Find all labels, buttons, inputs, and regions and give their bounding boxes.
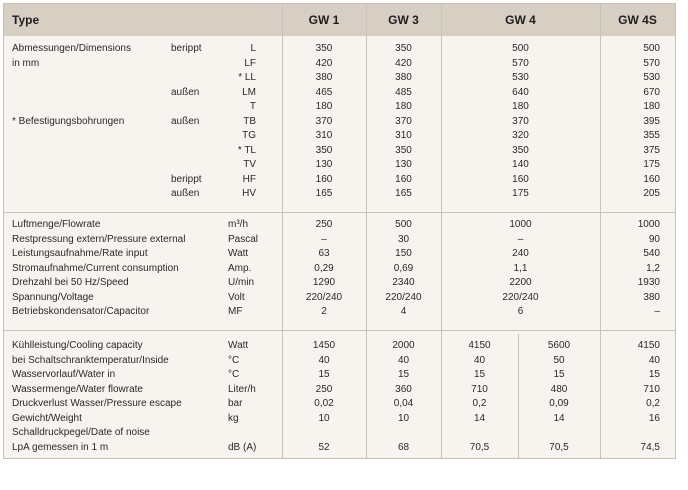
- row-unit: Amp.: [228, 262, 252, 274]
- value-gw1: 250: [315, 219, 333, 230]
- row-unit: Volt: [228, 291, 245, 303]
- table-row: [4, 173, 675, 186]
- row-unit: * TL: [237, 144, 256, 156]
- value-gw4s: 74,5: [640, 441, 660, 453]
- value-gw4-a: 70,5: [469, 441, 490, 453]
- value-gw3: 380: [395, 72, 412, 83]
- value-gw4: 640: [512, 86, 529, 98]
- table-row: [4, 354, 675, 367]
- row-unit: TG: [242, 130, 256, 141]
- section-divider: [4, 212, 675, 213]
- value-gw3: 165: [395, 188, 412, 199]
- value-gw3: 0,69: [393, 262, 414, 274]
- table-row: [4, 397, 675, 410]
- value-gw1: 350: [315, 43, 333, 54]
- row-label: Abmessungen/Dimensions: [12, 43, 131, 54]
- value-gw3: 310: [395, 130, 412, 141]
- value-gw3: 370: [395, 115, 412, 127]
- row-unit: HF: [242, 173, 256, 185]
- value-gw3: 350: [395, 43, 412, 54]
- row-unit: Watt: [228, 340, 249, 351]
- value-gw4: 350: [512, 144, 529, 156]
- value-gw3: 4: [400, 306, 407, 317]
- value-gw1: 380: [315, 72, 333, 83]
- value-gw4s: 1000: [637, 219, 660, 230]
- value-gw1: 10: [318, 412, 330, 424]
- value-gw4: 6: [517, 306, 524, 317]
- row-unit: TB: [243, 115, 256, 127]
- header-gw4: GW 4: [505, 13, 536, 27]
- value-gw3: 485: [395, 86, 412, 98]
- value-gw4s: 175: [643, 159, 660, 170]
- value-gw3: 68: [397, 441, 410, 453]
- value-gw3: 150: [395, 248, 412, 259]
- table-row: [4, 383, 675, 396]
- row-label: Wassermenge/Water flowrate: [12, 383, 143, 395]
- value-gw4: 180: [512, 101, 529, 112]
- value-gw4: 175: [512, 188, 529, 199]
- value-gw1: –: [321, 233, 327, 245]
- row-unit: °C: [228, 369, 240, 380]
- table-row: [4, 42, 675, 55]
- value-gw4: 1,1: [513, 262, 528, 274]
- value-gw4-b: 480: [550, 383, 568, 395]
- value-gw1: 0,02: [314, 398, 334, 409]
- value-gw4-b: 15: [553, 369, 565, 380]
- value-gw4: 1000: [509, 219, 532, 230]
- value-gw1: 310: [315, 130, 333, 141]
- row-unit: * LL: [238, 72, 256, 83]
- value-gw4s: 180: [643, 101, 660, 112]
- value-gw4-b: 0,09: [549, 398, 569, 409]
- table-row: [4, 339, 675, 352]
- value-gw1: 1450: [312, 340, 336, 351]
- row-label: Kühlleistung/Cooling capacity: [12, 340, 143, 351]
- value-gw4s: 355: [643, 130, 660, 141]
- table-row: [4, 368, 675, 381]
- table-row: [4, 247, 675, 260]
- value-gw4s: –: [654, 306, 660, 317]
- row-unit: dB (A): [228, 441, 257, 453]
- table-row: [4, 276, 675, 289]
- spec-table: [3, 3, 676, 459]
- row-label: Drehzahl bei 50 Hz/Speed: [12, 277, 129, 288]
- table-row: [4, 441, 675, 454]
- row-label: Spannung/Voltage: [12, 291, 94, 303]
- value-gw3: 130: [395, 159, 412, 170]
- row-unit: L: [250, 43, 256, 54]
- value-gw1: 180: [315, 101, 333, 112]
- value-gw1: 250: [315, 383, 333, 395]
- table-row: [4, 305, 675, 318]
- table-row: [4, 115, 675, 128]
- value-gw1: 40: [318, 354, 330, 366]
- value-gw1: 2: [321, 306, 327, 317]
- value-gw3: 2000: [392, 340, 415, 351]
- value-gw4: 160: [512, 173, 529, 185]
- header-gw3: GW 3: [388, 13, 419, 27]
- value-gw4s: 0,2: [646, 398, 660, 409]
- row-label: Wasservorlauf/Water in: [12, 369, 116, 380]
- row-unit: m³/h: [228, 219, 248, 230]
- row-sublabel: berippt: [171, 173, 202, 185]
- header-gw1: GW 1: [308, 13, 340, 27]
- value-gw4: 370: [512, 115, 529, 127]
- value-gw3: 2340: [392, 277, 415, 288]
- value-gw4s: 1930: [637, 277, 660, 288]
- value-gw4s: 570: [643, 57, 660, 69]
- row-label: Luftmenge/Flowrate: [12, 219, 101, 230]
- row-unit: U/min: [228, 277, 255, 288]
- table-row: [4, 100, 675, 113]
- row-label: Restpressung extern/Pressure external: [12, 233, 186, 245]
- row-unit: Liter/h: [228, 383, 256, 395]
- value-gw4: 2200: [509, 277, 532, 288]
- table-row: [4, 129, 675, 142]
- value-gw4-a: 15: [473, 369, 486, 380]
- value-gw3: 420: [395, 57, 412, 69]
- row-unit: LM: [242, 86, 256, 98]
- row-label: * Befestigungsbohrungen: [12, 115, 125, 127]
- value-gw4s: 40: [648, 354, 660, 366]
- value-gw4s: 160: [643, 173, 660, 185]
- value-gw1: 130: [315, 159, 333, 170]
- value-gw4s: 4150: [637, 340, 660, 351]
- value-gw4: 530: [512, 72, 529, 83]
- row-label: Betriebskondensator/Capacitor: [12, 306, 150, 317]
- row-unit: HV: [242, 188, 256, 199]
- value-gw4s: 205: [643, 188, 660, 199]
- value-gw4-a: 4150: [468, 340, 491, 351]
- table-row: [4, 412, 675, 425]
- row-unit: T: [249, 101, 256, 112]
- row-sublabel: außen: [171, 188, 200, 199]
- value-gw3: 180: [395, 101, 412, 112]
- row-label: in mm: [12, 57, 40, 69]
- value-gw3: 30: [397, 233, 410, 245]
- row-label: Stromaufnahme/Current consumption: [12, 262, 179, 274]
- value-gw4s: 16: [648, 412, 660, 424]
- table-row: [4, 57, 675, 70]
- value-gw4s: 670: [643, 86, 660, 98]
- table-row: [4, 233, 675, 246]
- value-gw1: 15: [318, 369, 330, 380]
- value-gw4-b: 5600: [547, 340, 571, 351]
- value-gw4s: 90: [648, 233, 660, 245]
- value-gw3: 0,04: [393, 398, 414, 409]
- row-unit: °C: [228, 354, 240, 366]
- value-gw4-b: 50: [553, 354, 565, 366]
- row-label: bei Schaltschranktemperatur/Inside: [12, 354, 169, 366]
- value-gw4-b: 14: [553, 412, 565, 424]
- value-gw4s: 380: [643, 291, 660, 303]
- value-gw3: 160: [395, 173, 412, 185]
- value-gw1: 0,29: [314, 262, 334, 274]
- row-unit: Watt: [228, 248, 249, 259]
- value-gw4s: 395: [643, 115, 660, 127]
- row-unit: kg: [228, 412, 239, 424]
- row-label: Leistungsaufnahme/Rate input: [12, 248, 148, 259]
- table-row: [4, 144, 675, 157]
- row-label: Schalldruckpegel/Date of noise: [12, 427, 150, 438]
- table-row: [4, 291, 675, 304]
- value-gw4: 570: [512, 57, 529, 69]
- value-gw4: –: [517, 233, 524, 245]
- value-gw3: 350: [395, 144, 412, 156]
- row-sublabel: berippt: [171, 43, 202, 54]
- value-gw1: 370: [315, 115, 333, 127]
- value-gw1: 1290: [312, 277, 336, 288]
- value-gw4-b: 70,5: [549, 441, 569, 453]
- value-gw4s: 540: [643, 248, 660, 259]
- table-row: [4, 158, 675, 171]
- header-type: Type: [12, 13, 40, 27]
- value-gw4-a: 710: [471, 383, 488, 395]
- value-gw1: 465: [315, 86, 333, 98]
- row-unit: TV: [243, 159, 256, 170]
- value-gw1: 350: [315, 144, 333, 156]
- value-gw4: 220/240: [502, 291, 539, 303]
- value-gw3: 40: [397, 354, 410, 366]
- value-gw4: 500: [512, 43, 529, 54]
- value-gw4s: 710: [643, 383, 660, 395]
- value-gw4s: 530: [643, 72, 660, 83]
- value-gw3: 15: [397, 369, 410, 380]
- value-gw3: 500: [395, 219, 412, 230]
- table-row: [4, 187, 675, 200]
- value-gw4-a: 14: [473, 412, 486, 424]
- table-row: [4, 86, 675, 99]
- table-row: [4, 71, 675, 84]
- row-unit: bar: [228, 398, 243, 409]
- value-gw4: 140: [512, 159, 529, 170]
- value-gw4: 240: [512, 248, 529, 259]
- value-gw3: 360: [395, 383, 412, 395]
- row-label: LpA gemessen in 1 m: [12, 441, 109, 453]
- value-gw4s: 1,2: [646, 262, 660, 274]
- value-gw4s: 15: [648, 369, 660, 380]
- row-sublabel: außen: [171, 86, 200, 98]
- table-header: [4, 4, 675, 36]
- value-gw1: 165: [315, 188, 333, 199]
- table-row: [4, 262, 675, 275]
- value-gw1: 52: [318, 441, 330, 453]
- header-gw4s: GW 4S: [618, 13, 657, 27]
- value-gw1: 420: [315, 57, 333, 69]
- row-label: Gewicht/Weight: [12, 412, 82, 424]
- value-gw3: 220/240: [385, 291, 422, 303]
- section-divider: [4, 330, 675, 331]
- table-row: [4, 426, 675, 439]
- value-gw1: 63: [318, 248, 330, 259]
- value-gw4-a: 0,2: [472, 398, 487, 409]
- value-gw1: 160: [315, 173, 333, 185]
- row-unit: MF: [228, 306, 243, 317]
- table-row: [4, 218, 675, 231]
- row-unit: LF: [244, 57, 256, 69]
- row-label: Druckverlust Wasser/Pressure escape: [12, 398, 182, 409]
- value-gw4s: 375: [643, 144, 660, 156]
- value-gw4-a: 40: [473, 354, 486, 366]
- value-gw4s: 500: [643, 43, 660, 54]
- row-unit: Pascal: [228, 233, 259, 245]
- value-gw3: 10: [397, 412, 410, 424]
- value-gw1: 220/240: [305, 291, 343, 303]
- value-gw4: 320: [512, 130, 529, 141]
- row-sublabel: außen: [171, 115, 200, 127]
